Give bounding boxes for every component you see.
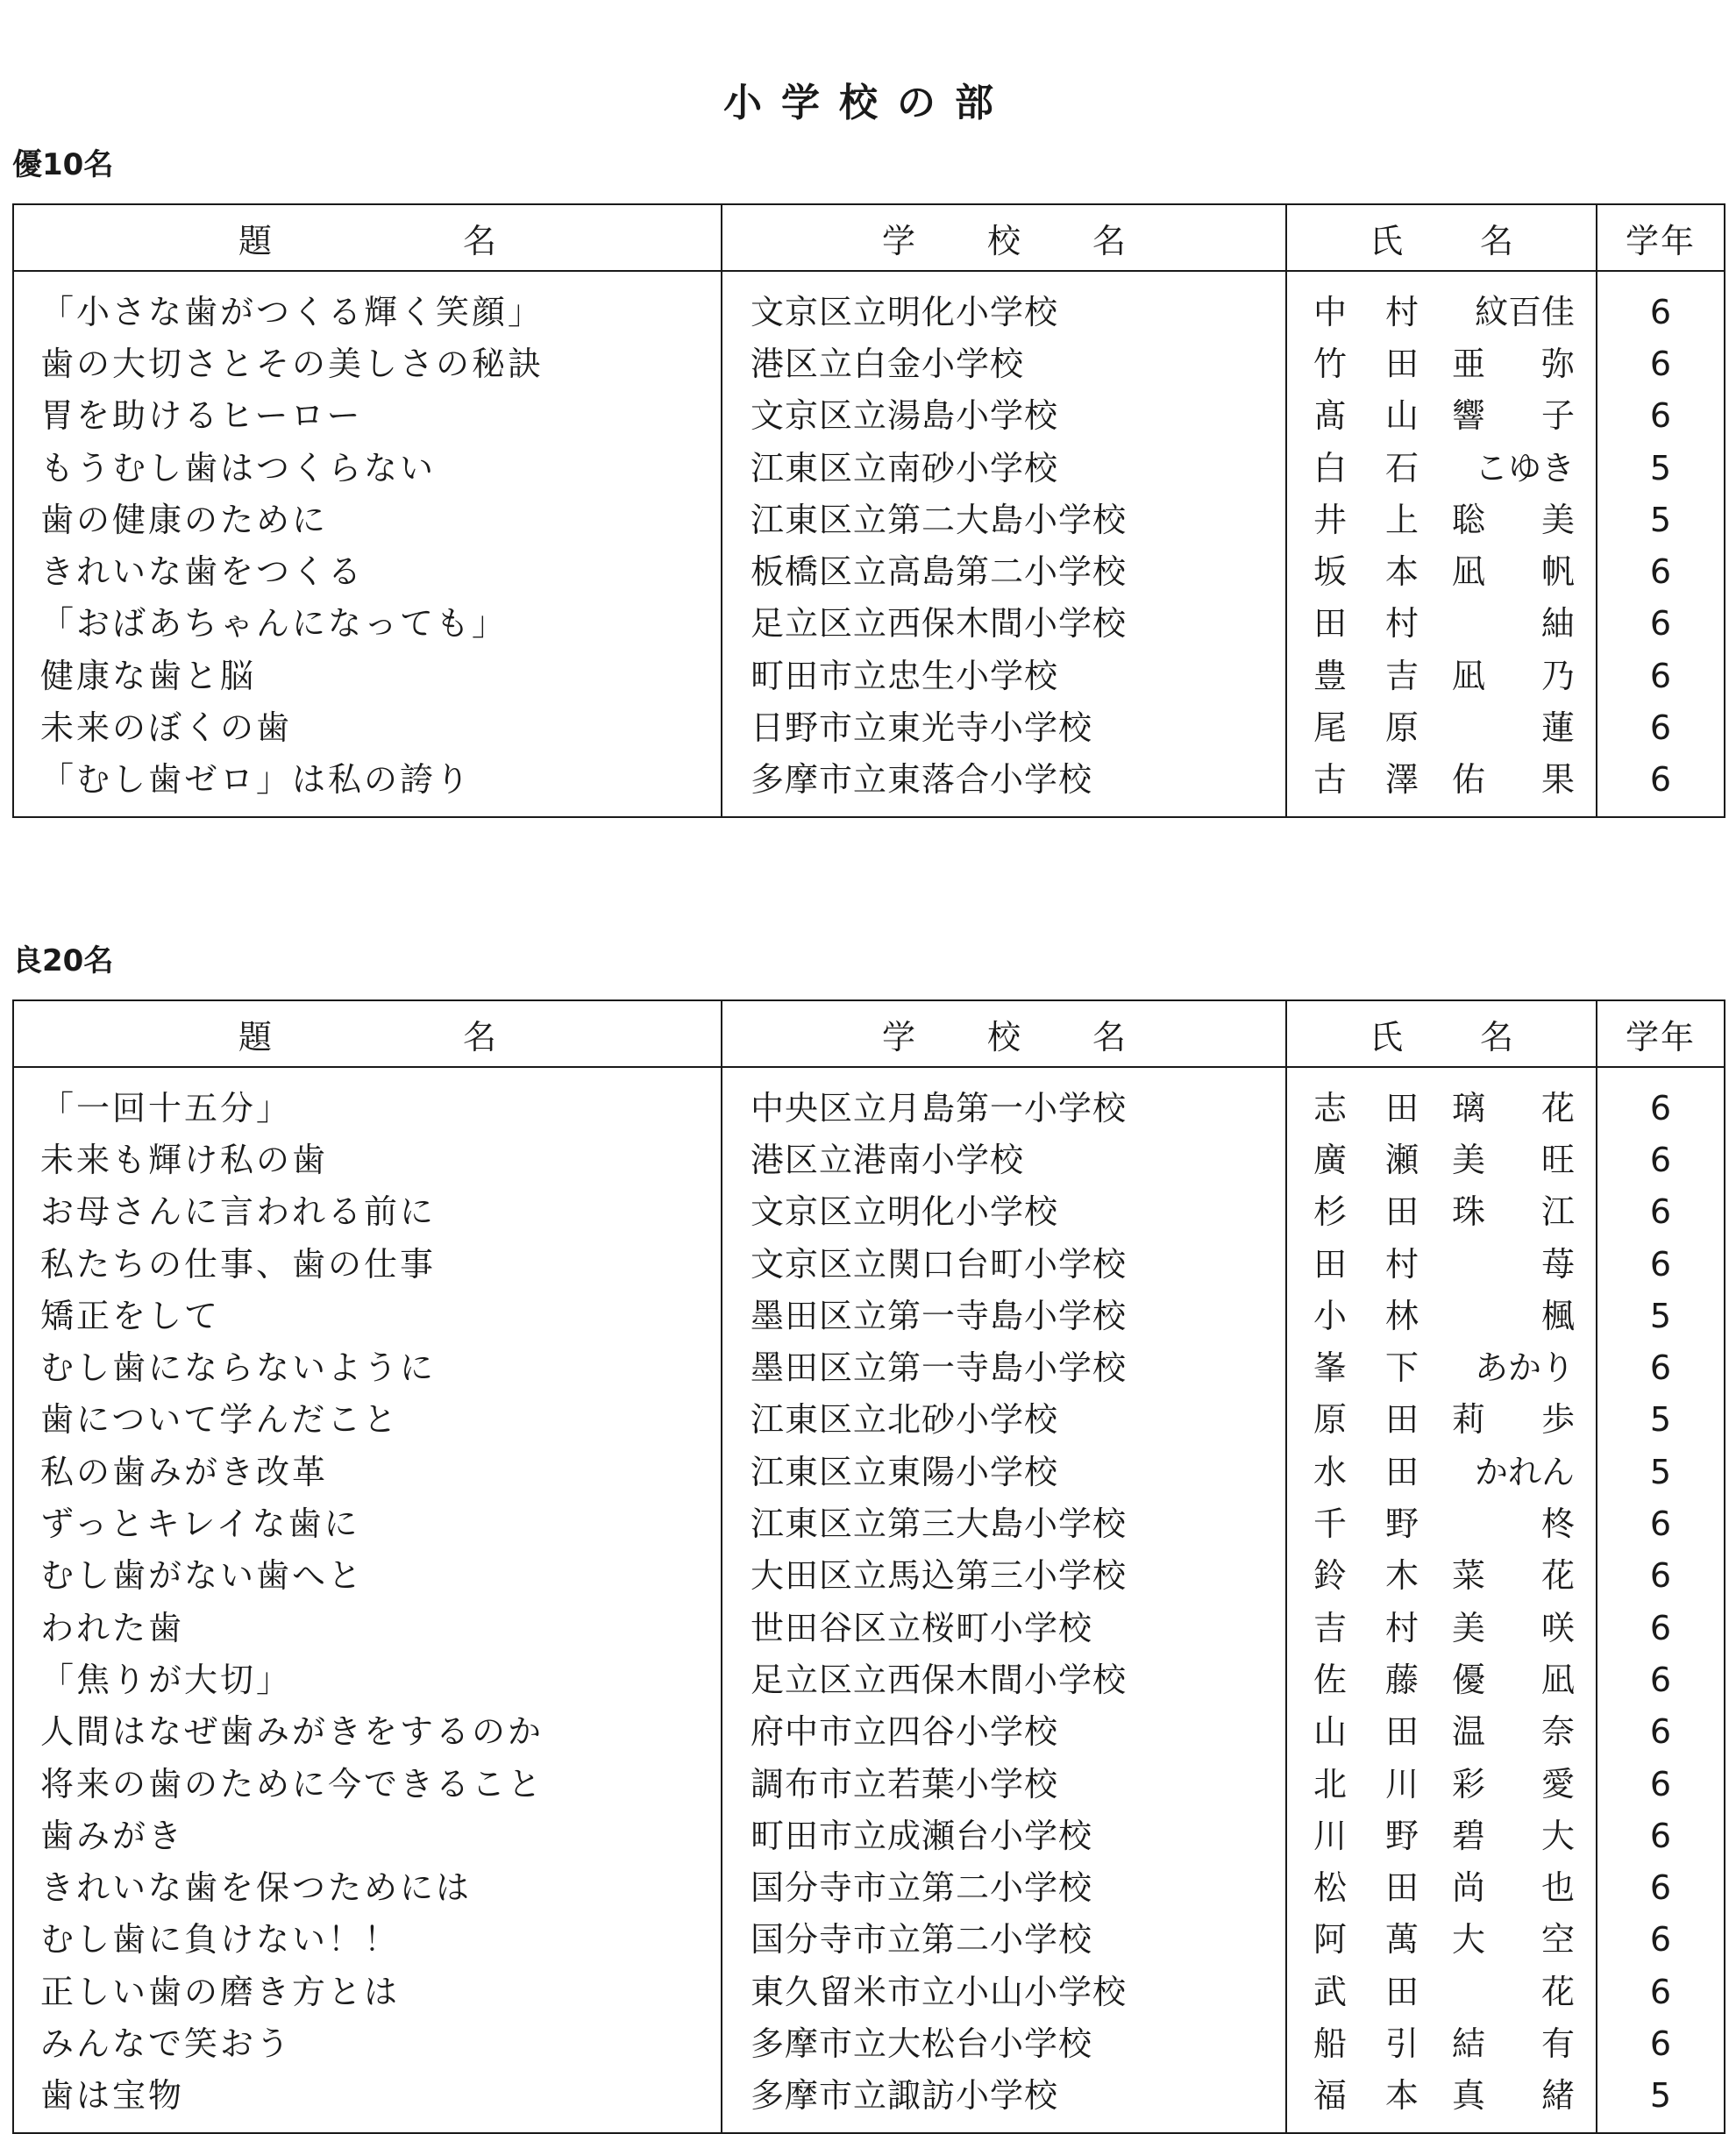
given-name: 菜 花 (1452, 1556, 1575, 1596)
header-grade-text: 学年 (1625, 221, 1696, 260)
table-row (13, 1497, 1725, 1549)
table-row (13, 1602, 1725, 1654)
family-name: 佐 藤 (1313, 1660, 1419, 1699)
table-row (13, 754, 1725, 817)
header-title (13, 204, 722, 271)
grade: 6 (1597, 1067, 1725, 1134)
given-name: あ か り (1474, 1348, 1575, 1388)
student-name (1286, 494, 1597, 545)
table-row (13, 1446, 1725, 1497)
student-name (1286, 1394, 1597, 1446)
school-name: 江東区立北砂小学校 (722, 1394, 1286, 1446)
table-row (13, 494, 1725, 545)
essay-title: われた歯 (13, 1602, 722, 1654)
grade: 6 (1597, 1341, 1725, 1393)
table-row (13, 1134, 1725, 1185)
grade: 6 (1597, 1966, 1725, 2017)
school-name: 日野市立東光寺小学校 (722, 701, 1286, 753)
school-name: 調布市立若葉小学校 (722, 1758, 1286, 1810)
given-name: こ ゆ き (1474, 448, 1575, 487)
given-name: 彩 愛 (1452, 1764, 1575, 1803)
school-name: 江東区立第三大島小学校 (722, 1497, 1286, 1549)
grade: 6 (1597, 1550, 1725, 1602)
family-name: 小 林 (1313, 1296, 1419, 1335)
school-name: 多摩市立諏訪小学校 (722, 2070, 1286, 2133)
family-name: 白 石 (1313, 448, 1419, 487)
essay-title: 矯正をして (13, 1290, 722, 1341)
family-name: 峯 下 (1313, 1348, 1419, 1388)
school-name: 多摩市立大松台小学校 (722, 2017, 1286, 2069)
table-row (13, 545, 1725, 597)
student-name (1286, 1810, 1597, 1861)
given-name: 珠 江 (1452, 1192, 1575, 1232)
grade: 6 (1597, 1497, 1725, 1549)
student-name (1286, 442, 1597, 494)
given-name: 凪 帆 (1452, 552, 1575, 592)
school-name: 町田市立成瀬台小学校 (722, 1810, 1286, 1861)
student-name (1286, 598, 1597, 650)
essay-title: 「一回十五分」 (13, 1067, 722, 1134)
essay-title: 正しい歯の磨き方とは (13, 1966, 722, 2017)
school-name: 墨田区立第一寺島小学校 (722, 1290, 1286, 1341)
school-name: 町田市立忠生小学校 (722, 650, 1286, 701)
grade: 6 (1597, 1758, 1725, 1810)
school-name: 中央区立月島第一小学校 (722, 1067, 1286, 1134)
given-name: 響 子 (1452, 396, 1575, 436)
student-name (1286, 650, 1597, 701)
family-name: 北 川 (1313, 1764, 1419, 1803)
student-name (1286, 1861, 1597, 1913)
header-title (13, 1000, 722, 1067)
essay-title: 私の歯みがき改革 (13, 1446, 722, 1497)
school-name: 国分寺市立第二小学校 (722, 1861, 1286, 1913)
grade: 5 (1597, 2070, 1725, 2133)
essay-title: 胃を助けるヒーロー (13, 390, 722, 442)
given-name: 璃 花 (1452, 1088, 1575, 1127)
header-school (722, 1000, 1286, 1067)
header-name (1286, 1000, 1597, 1067)
student-name (1286, 1550, 1597, 1602)
given-name: 尚 也 (1452, 1868, 1575, 1908)
student-name (1286, 545, 1597, 597)
section-label-excellent: 優10名 (12, 147, 114, 182)
family-name: 水 田 (1313, 1452, 1419, 1491)
family-name: 竹 田 (1313, 344, 1419, 383)
header-name (1286, 204, 1597, 271)
family-name: 阿 萬 (1313, 1920, 1419, 1960)
family-name: 船 引 (1313, 2024, 1419, 2063)
given-name: か れ ん (1474, 1452, 1575, 1491)
page-title: 小学校の部 (723, 81, 1013, 125)
given-name: 佑 果 (1452, 760, 1575, 800)
given-name: 真 緒 (1452, 2076, 1575, 2116)
given-name: 大 空 (1452, 1920, 1575, 1960)
family-name: 古 澤 (1313, 760, 1419, 800)
student-name (1286, 2017, 1597, 2069)
essay-title: 将来の歯のために今できること (13, 1758, 722, 1810)
essay-title: 私たちの仕事、歯の仕事 (13, 1238, 722, 1290)
table-row (13, 338, 1725, 389)
student-name (1286, 1238, 1597, 1290)
grade: 5 (1597, 442, 1725, 494)
essay-title: むし歯に負けない！！ (13, 1914, 722, 1966)
table-row (13, 650, 1725, 701)
school-name: 港区立白金小学校 (722, 338, 1286, 389)
family-name: 豊 吉 (1313, 656, 1419, 695)
grade: 6 (1597, 701, 1725, 753)
grade: 6 (1597, 2017, 1725, 2069)
grade: 6 (1597, 754, 1725, 817)
table-row (13, 2017, 1725, 2069)
table-row (13, 1290, 1725, 1341)
grade: 6 (1597, 650, 1725, 701)
school-name: 世田谷区立桜町小学校 (722, 1602, 1286, 1654)
table-row (13, 1238, 1725, 1290)
essay-title: きれいな歯をつくる (13, 545, 722, 597)
school-name: 文京区立明化小学校 (722, 271, 1286, 338)
student-name (1286, 1966, 1597, 2017)
table-row (13, 701, 1725, 753)
essay-title: むし歯にならないように (13, 1341, 722, 1393)
family-name: 志 田 (1313, 1088, 1419, 1127)
header-title-text: 題名 (238, 221, 687, 260)
family-name: 原 田 (1313, 1400, 1419, 1440)
essay-title: 歯の健康のために (13, 494, 722, 545)
student-name (1286, 2070, 1597, 2133)
essay-title: 「焦りが大切」 (13, 1654, 722, 1705)
header-grade-text: 学年 (1625, 1017, 1696, 1056)
essay-title: もうむし歯はつくらない (13, 442, 722, 494)
award-table-good (12, 999, 1725, 2134)
grade: 6 (1597, 271, 1725, 338)
table-row (13, 1394, 1725, 1446)
given-name: 花 (1540, 1972, 1575, 2011)
family-name: 田 村 (1313, 1244, 1419, 1284)
table-row (13, 1706, 1725, 1758)
student-name (1286, 1602, 1597, 1654)
essay-title: 健康な歯と脳 (13, 650, 722, 701)
family-name: 廣 瀬 (1313, 1140, 1419, 1179)
grade: 5 (1597, 1446, 1725, 1497)
family-name: 武 田 (1313, 1972, 1419, 2011)
essay-title: 歯の大切さとその美しさの秘訣 (13, 338, 722, 389)
essay-title: 人間はなぜ歯みがきをするのか (13, 1706, 722, 1758)
grade: 6 (1597, 1238, 1725, 1290)
essay-title: 未来のぼくの歯 (13, 701, 722, 753)
given-name: 優 凪 (1452, 1660, 1575, 1699)
given-name: 結 有 (1452, 2024, 1575, 2063)
grade: 5 (1597, 494, 1725, 545)
given-name: 楓 (1540, 1296, 1575, 1335)
essay-title: むし歯がない歯へと (13, 1550, 722, 1602)
family-name: 中 村 (1313, 292, 1419, 331)
student-name (1286, 1290, 1597, 1341)
table-row (13, 2070, 1725, 2133)
student-name (1286, 1758, 1597, 1810)
table-row (13, 1186, 1725, 1238)
essay-title: 「小さな歯がつくる輝く笑顔」 (13, 271, 722, 338)
student-name (1286, 390, 1597, 442)
table-header-row (13, 204, 1725, 271)
header-school (722, 204, 1286, 271)
student-name (1286, 1067, 1597, 1134)
student-name (1286, 1497, 1597, 1549)
given-name: 蓮 (1540, 708, 1575, 748)
family-name: 松 田 (1313, 1868, 1419, 1908)
grade: 6 (1597, 390, 1725, 442)
family-name: 髙 山 (1313, 396, 1419, 436)
given-name: 莉 歩 (1452, 1400, 1575, 1440)
essay-title: 「おばあちゃんになっても」 (13, 598, 722, 650)
family-name: 川 野 (1313, 1816, 1419, 1855)
school-name: 府中市立四谷小学校 (722, 1706, 1286, 1758)
family-name: 坂 本 (1313, 552, 1419, 592)
student-name (1286, 1186, 1597, 1238)
table-row (13, 442, 1725, 494)
given-name: 苺 (1540, 1244, 1575, 1284)
family-name: 山 田 (1313, 1712, 1419, 1752)
given-name: 凪 乃 (1452, 656, 1575, 695)
school-name: 足立区立西保木間小学校 (722, 1654, 1286, 1705)
header-name-text: 氏名 (1369, 221, 1590, 260)
table-row (13, 1810, 1725, 1861)
table-row (13, 1966, 1725, 2017)
school-name: 足立区立西保木間小学校 (722, 598, 1286, 650)
school-name: 板橋区立高島第二小学校 (722, 545, 1286, 597)
student-name (1286, 1341, 1597, 1393)
header-grade (1597, 204, 1725, 271)
school-name: 国分寺市立第二小学校 (722, 1914, 1286, 1966)
school-name: 多摩市立東落合小学校 (722, 754, 1286, 817)
essay-title: みんなで笑おう (13, 2017, 722, 2069)
family-name: 井 上 (1313, 500, 1419, 539)
essay-title: 歯は宝物 (13, 2070, 722, 2133)
given-name: 亜 弥 (1452, 344, 1575, 383)
grade: 6 (1597, 545, 1725, 597)
table-row (13, 1550, 1725, 1602)
family-name: 福 本 (1313, 2076, 1419, 2116)
header-name-text: 氏名 (1369, 1017, 1590, 1056)
grade: 6 (1597, 1602, 1725, 1654)
essay-title: 歯について学んだこと (13, 1394, 722, 1446)
student-name (1286, 754, 1597, 817)
school-name: 江東区立南砂小学校 (722, 442, 1286, 494)
family-name: 尾 原 (1313, 708, 1419, 748)
table-row (13, 598, 1725, 650)
family-name: 田 村 (1313, 604, 1419, 644)
school-name: 港区立港南小学校 (722, 1134, 1286, 1185)
header-school-text: 学校名 (881, 1017, 1198, 1056)
student-name (1286, 338, 1597, 389)
school-name: 江東区立東陽小学校 (722, 1446, 1286, 1497)
grade: 6 (1597, 598, 1725, 650)
school-name: 江東区立第二大島小学校 (722, 494, 1286, 545)
family-name: 杉 田 (1313, 1192, 1419, 1232)
essay-title: お母さんに言われる前に (13, 1186, 722, 1238)
student-name (1286, 1706, 1597, 1758)
table-row (13, 390, 1725, 442)
student-name (1286, 1446, 1597, 1497)
given-name: 聡 美 (1452, 500, 1575, 539)
given-name: 碧 大 (1452, 1816, 1575, 1855)
grade: 5 (1597, 1394, 1725, 1446)
essay-title: 「むし歯ゼロ」は私の誇り (13, 754, 722, 817)
table-row (13, 271, 1725, 338)
grade: 6 (1597, 1810, 1725, 1861)
family-name: 千 野 (1313, 1504, 1419, 1544)
essay-title: ずっとキレイな歯に (13, 1497, 722, 1549)
school-name: 文京区立湯島小学校 (722, 390, 1286, 442)
student-name (1286, 1914, 1597, 1966)
grade: 6 (1597, 1134, 1725, 1185)
grade: 6 (1597, 1706, 1725, 1758)
table-header-row (13, 1000, 1725, 1067)
table-row (13, 1758, 1725, 1810)
school-name: 大田区立馬込第三小学校 (722, 1550, 1286, 1602)
school-name: 文京区立関口台町小学校 (722, 1238, 1286, 1290)
table-row (13, 1067, 1725, 1134)
header-title-text: 題名 (238, 1017, 687, 1056)
family-name: 鈴 木 (1313, 1556, 1419, 1596)
student-name (1286, 701, 1597, 753)
grade: 6 (1597, 1654, 1725, 1705)
table-row (13, 1861, 1725, 1913)
student-name (1286, 1134, 1597, 1185)
essay-title: 歯みがき (13, 1810, 722, 1861)
table-row (13, 1341, 1725, 1393)
table-row (13, 1654, 1725, 1705)
given-name: 紋 百 佳 (1474, 292, 1575, 331)
header-grade (1597, 1000, 1725, 1067)
essay-title: 未来も輝け私の歯 (13, 1134, 722, 1185)
school-name: 墨田区立第一寺島小学校 (722, 1341, 1286, 1393)
grade: 6 (1597, 1914, 1725, 1966)
table-row (13, 1914, 1725, 1966)
student-name (1286, 1654, 1597, 1705)
grade: 6 (1597, 338, 1725, 389)
grade: 5 (1597, 1290, 1725, 1341)
grade: 6 (1597, 1861, 1725, 1913)
section-label-good: 良20名 (12, 943, 114, 978)
given-name: 柊 (1540, 1504, 1575, 1544)
essay-title: きれいな歯を保つためには (13, 1861, 722, 1913)
school-name: 文京区立明化小学校 (722, 1186, 1286, 1238)
given-name: 紬 (1540, 604, 1575, 644)
family-name: 吉 村 (1313, 1608, 1419, 1647)
student-name (1286, 271, 1597, 338)
award-table-excellent (12, 203, 1725, 818)
school-name: 東久留米市立小山小学校 (722, 1966, 1286, 2017)
given-name: 美 咲 (1452, 1608, 1575, 1647)
given-name: 美 旺 (1452, 1140, 1575, 1179)
grade: 6 (1597, 1186, 1725, 1238)
given-name: 温 奈 (1452, 1712, 1575, 1752)
header-school-text: 学校名 (881, 221, 1198, 260)
